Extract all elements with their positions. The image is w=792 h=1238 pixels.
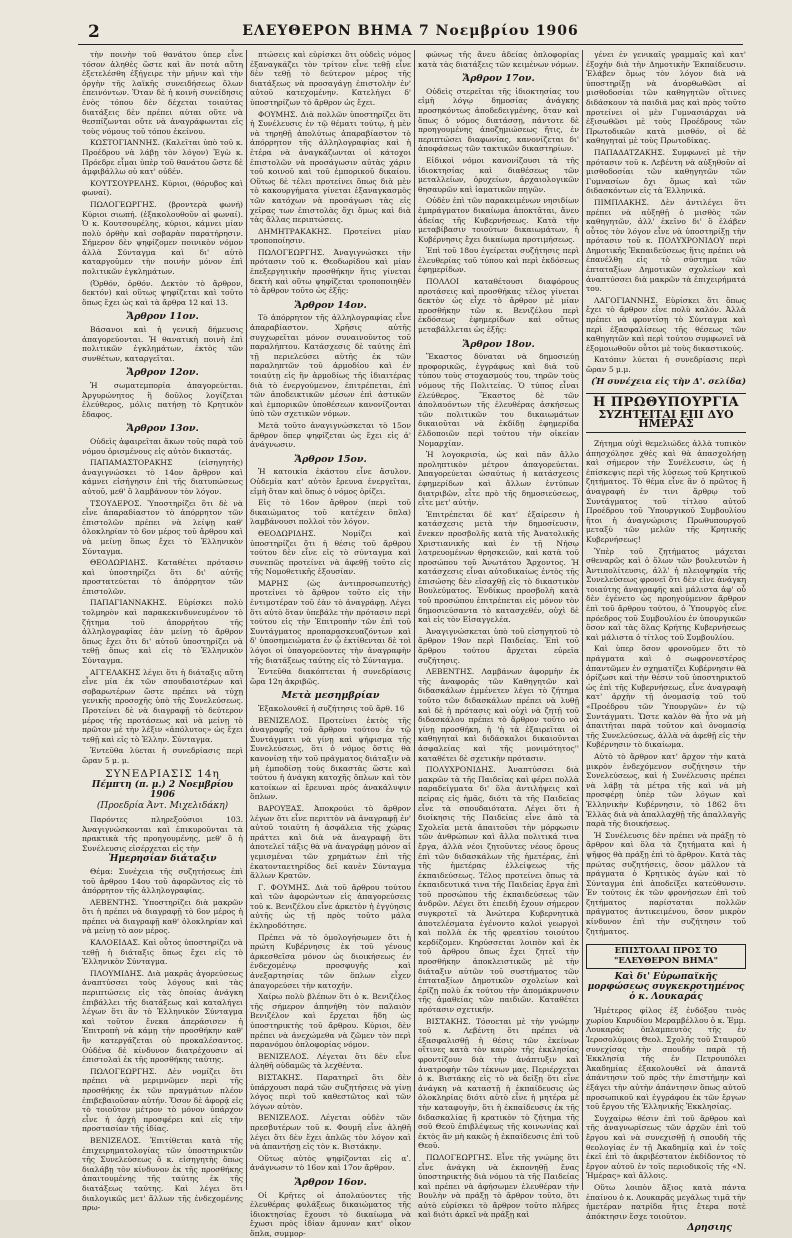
paragraph: Γ. ΦΟΥΜΗΣ. Διὰ τοῦ ἄρθρου τούτου καὶ τῶν ἀφορώντων εἰς ἀπαγορεύσεις τοῦ κ. Βενιζέλου εἶνε ἀρκετὸν ἡ ἐγγύησις αὐτῆς ὡς τῇ πρὸς τοῦτο μάλα ἐκληροδότησε.: [250, 883, 411, 931]
paragraph: Ἐντεῦθα διακόπτεται ἡ συνεδρίασις ὥρα 12η ἀκριβῶς.: [250, 667, 411, 686]
paragraph: ΔΗΜΗΤΡΑΚΑΚΗΣ. Προτείνει μίαν τροποποίησιν.: [250, 227, 411, 246]
paragraph: Οὐδὲν ἐπὶ τῶν παρακειμένων νησιδίων ἐμπράγματον δικαίωμα ἀποκτᾶται, ἄνευ ἀδείας τῆς Κυβερνήσεως. Κατὰ τὴν μεταβίβασιν τοιούτων δικαιωμάτων, ἡ Κυβέρνησις ἔχει δικαίωμα προτιμήσεως.: [418, 196, 579, 244]
paragraph: ΠΩΛΟΓΕΩΡΓΗΣ. (βροντερὰ φωνή) Κύριοι σιωπή. (ἐξακολουθοῦν αἱ φωναί). Ὁ κ. Κουτσουρέλης, κύριοι, κάμνει μίαν πολὺ ὀρθὴν καὶ σοβαρὰν παρατήρησιν. Σήμερον δὲν ψηφίζομεν ποινικὸν νόμον ἀλλὰ Σύνταγμα καὶ δι' αὐτὸ καταργοῦμεν τὴν ποινὴν μόνον ἐπὶ πολιτικῶν ἐγκλημάτων.: [82, 200, 243, 277]
paragraph: ΚΟΥΤΣΟΥΡΕΛΗΣ. Κύριοι, (θόρυβος καὶ φωναί).: [82, 179, 243, 198]
section-heading: Μετὰ μεσημβρίαν: [250, 691, 411, 701]
article-heading: Ἄρθρον 16ον.: [250, 1178, 411, 1188]
paragraph: ΦΟΥΜΗΣ. Διὰ πολλῶν ὑποστηρίζει ὅτι ἡ Συνέλευσις ἐν τῷ θέματι τούτῳ, ἡ μὲν νὰ τηρηθῇ ἀπολύτως ἀπαραβίαστον τὸ ἀπόρρητον τῆς ἀλληλογραφίας καὶ ἡ ἑτέρα νὰ ἀναγκάζωνται οἱ κάτοχοι ἐπιστολῶν νὰ προσάγωσιν αὐτὰς χάριν τοῦ κοινοῦ καὶ τοῦ ἐμπορικοῦ δικαίου. Οὕτως δὲ τέλει προτείνει ὅπως διὰ μὲν τὸ κακουργήματα γίνεται ἐξαναγκασμὸς τῶν κατόχων νὰ προσάγωσι τὰς εἰς χεῖρας των ἐπιστολὰς ὄχι ὅμως καὶ διὰ τὰς ἄλλας περιπτώσεις.: [250, 110, 411, 225]
paragraph: ΠΩΛΟΓΕΩΡΓΗΣ. Εἶνε τῆς γνώμης ὅτι εἶνε ἀνάγκη νὰ ἐκπονηθῇ ἕνας ὑποστηρικτὴς διὰ νόμου τὰ τῆς Παιδείας καὶ πρέπει νὰ ἀφήσωμεν ἐλευθέραν τὴν Βουλὴν νὰ πράξῃ τὸ ἄρθρον τοῦτο, ὅτι αὐτὸ εὑρίσκει τὸ ἄρθρον τοῦτο πλῆρες καὶ διότι ἀρκεῖ νὰ πράξῃ καὶ: [418, 1153, 579, 1220]
article-columns: [82, 50, 742, 1190]
paragraph: ΠΩΛΟΓΕΩΡΓΗΣ. Δὲν νομίζει ὅτι πρέπει νὰ μεριμνῶμεν περὶ τῆς προσθήκης ἐκ τῶν πραγμάτων πλέον ἐπιβεβαιοῦσαν αὐτήν. Ὅσον δὲ ἀφορᾷ εἰς τὸ τοιοῦτον μέτρον τὸ μόνον ὑπάρχον εἶνε ἡ ἀρχὴ προσφέρει καὶ εἰς τὴν προστασίαν τῆς ἰδίας.: [82, 1067, 243, 1134]
paragraph: Πρέπει νὰ τὸ ὁμολογήσωμεν ὅτι ἡ πρώτη Κυβέρνησις ἐκ τοῦ γένους ἀρκεσθεῖσα μόνον ὡς διοικήσεως ἐν ἐνδεχομένῳ προσφυγῆς καὶ ἀνεξαρτησίας τῶν ὅπλων εἶχεν ἀπαγορεύσει τὴν κατοχήν.: [250, 933, 411, 991]
article-heading: Ἄρθρον 15ον.: [250, 455, 411, 465]
paragraph: ΒΕΝΙΖΕΛΟΣ. Προτείνει ἐκτὸς τῆς ἀναγραφῆς τοῦ ἄρθρου τούτου ἐν τῷ Συντάγματι νὰ γίνῃ καὶ ψήφισμα τῆς Συνελεύσεως, ὅτι ὁ νόμος ὅστις θὰ κανονίσῃ τὴν τοῦ πράγματος διάταξιν νὰ μὴ ἐμποδίσῃ τοὺς δικαστὰς ὥστε καὶ τούτου ἡ ἀνάγκη κατοχῆς ὅπλων καὶ τὸν κατοίκων αἱ ἔρευναι πρὸς ἀνακάλυψιν ὅπλων.: [250, 716, 411, 802]
column-1: [82, 50, 243, 1190]
paragraph: Ἡ λογοκρισία, ὡς καὶ πᾶν ἄλλο προληπτικὸν μέτρον ἀπαγορεύεται. Ἀπαγορεύεται ὡσαύτως ἡ κατάσχεσις ἐφημερίδων καὶ ἄλλων ἐντύπων διατριβῶν, εἶτε πρὸ τῆς δημοσιεύσεως, εἶτε μετ' αὐτήν.: [418, 450, 579, 508]
paragraph: ΠΟΛΛΟΙ καταθέτουσι διαφόρους προτάσεις καὶ προσθήκας τέλος γίνεται δεκτὸν ὡς εἶχε τὸ ἄρθρον μὲ μίαν προσθήκην τῶν κ. Βενιζέλου περὶ ἐκδόσεως ἐφημερίδων καὶ οὕτως μεταβάλλεται ὡς ἑξῆς:: [418, 277, 579, 335]
paragraph: Κατόπιν λύεται ἡ συνεδρίασις περὶ ὥραν 5 μ.μ.: [586, 355, 746, 374]
paragraph: ΠΑΠΑΓΙΑΝΝΑΚΗΣ. Εὑρίσκει πολὺ τολμηρὸν καὶ παρακεκινδυνευμένον τὸ ζήτημα τοῦ ἀπορρήτου τῆς ἀλληλογραφίας ἐὰν μείνῃ τὸ ἄρθρον ὅπως ἔχει ὅτι δι' αὐτοῦ ὑποστηρίζει νὰ τεθῇ ὅπως καὶ εἰς τὸ Ἑλληνικὸν Σύνταγμα.: [82, 598, 243, 665]
paragraph: Ὑπὲρ τοῦ ζητήματος μάχεται σθεναρῶς καὶ ὁ ὅλων τῶν βουλευτῶν ἡ Ἀντιπολίτευσις, ἀλλ' ἡ πλειοψηφία τῆς Συνελεύσεως φρονεῖ ὅτι δὲν εἶνε ἀνάγκη τοιαύτης ἀναγραφῆς καὶ μάλιστα ἀφ' οὗ δὲν ἐγένετο ὡς προηγούμενον ἄρθρον ἐπὶ τοῦ ἄρθρου τούτου, ὁ Ὑπουργὸς εἶνε πρόεδρος τοῦ Συμβουλίου ἐν ὑπουργικῶν ὅσον καὶ τὰς ὅλας Κρήτης Κυβερνήσεως καὶ μάλιστα ὁ τίτλος τοῦ Συμβουλίου.: [586, 547, 746, 643]
paragraph: ΒΑΡΟΥΞΑΣ. Ἀποκρούει τὸ ἄρθρον λέγων ὅτι εἶνε περιττὸν νὰ ἀναγραφῇ ἐν' αὐτοῦ τοιαύτη ἡ ἀσφάλεια τῆς χώρας πράττει καὶ διὰ νὰ ἀναγραφῇ ὅτι ἀποτελεῖ τάξις θὰ νὰ ἀναγράφῃ μόνον αἱ γεμισμέναι τῶν χρημάτων ἐπὶ τῆς ἐκατονταετηρίδος δεῖ κανὲν Σύνταγμα ἄλλων Κρατῶν.: [250, 804, 411, 881]
agenda-heading: Ἡμερησίαν διάταξιν: [82, 855, 243, 865]
paragraph: Ἕκαστος δύναται νὰ δημοσιεύῃ προφορικῶς, ἐγγράφως καὶ διὰ τοῦ τύπου τοὺς στοχασμούς του, τηρῶν τοὺς νόμους τῆς Πολιτείας. Ὁ τύπος εἶναι ἐλεύθερος. Ἕκαστος δὲ τῶν ἀπολαυόντων τῆς ἐλευθέρας ἀσκήσεως τῶν πολιτικῶν του δικαιωμάτων δικαιοῦται νὰ ἐκδίδῃ ἐφημερίδα ἐλδοποιῶν περὶ τούτου τὴν οἰκείαν Νομαρχίαν.: [418, 352, 579, 448]
paragraph: ΘΕΟΔΩΡΙΔΗΣ. Καταθέτει πρότασιν καὶ ὑποστηρίζει ὅτι δι' αὐτῆς προστατεύεται τὸ ἀπόρρητον τῶν ἐπιστολῶν.: [82, 558, 243, 596]
paragraph: τὴν ποινὴν τοῦ θανάτου ὑπερ εἶνε τόσον ἀληθὲς ὥστε καὶ ἂν ποτὰ αὕτη ἐξετελέσθη ἐξήγειρε τὴν μῆνιν καὶ τὴν ὀργὴν τῆς λαϊκῆς συνειδήσεως ὅλων ἐπεινόντων. Ὅταν δὲ ἡ κοινὴ συνείδησις ἐνὸς τόπου δὲν δέχεται τοιαύτας διατάξεις δὲν πρέπει αὐται οὔτε νὰ θεσπίζωνται οὔτε νὰ ἀναγράφωνται εἰς τοὺς νόμους τοῦ τόπου ἐκείνου.: [82, 50, 243, 136]
paragraph: Παρόντες πληρεξούσιοι 103. Ἀναγιγνώσκονται καὶ ἐπικυροῦνται τὰ πρακτικὰ τῆς προηγουμένης, μεθ' ὃ ἡ Συνέλευσις εἰσέρχεται εἰς τὴν: [82, 815, 243, 853]
article-heading: Ἄρθρον 12ον.: [82, 368, 243, 378]
paragraph: Ἡμέτερος φίλος ἐξ ἐνδόξου τινὸς χωρίου Καρυδίου Μεραμβέλλου ὁ κ. Ἐμμ. Λουκαρᾶς ὁπλαμπευτὸς τῆς ἐν Ἱεροσολύμοις Θεολ. Σχολῆς τοῦ Σταυροῦ συνεχίσας τὴν σπουδὴν παρὰ τῇ Ἐκκλησίᾳ τῆς ἐν Πετρουπόλει Ἀκαδημίας ἐξακολουθεῖ νὰ ἀπαντᾶ ἀπάντησιν τοῦ πρὸς τὴν ἐπιστήμην καὶ ἐξάγει τὴν αὐτὴν ἀπάντησιν ὅπως αὐτοῦ προσωπικοῦ καὶ ἐγγράφου ἐκ τῶν ἔργων τοῦ ἔργου τῆς Ἐλληνικῆς Ἐκκλησίας.: [586, 1006, 746, 1112]
paragraph: Ἡ κατοικία ἑκάστου εἶνε ἄσυλον. Οὐδεμία κατ' αὐτὸν ἔρευνα ἐνεργεῖται, εἰμὴ ὅταν καὶ ὅπως ὁ νόμος ὁρίζει.: [250, 467, 411, 496]
paragraph: ΠΑΠΑΔΑΤΖΑΚΗΣ. Συμφωνεῖ μὲ τὴν πρότασιν τοῦ κ. Λεβέντη νὰ αὐξηθοῦν αἱ μισθοδοσίαι τῶν καθηγητῶν τῶν Γυμνασίων ὄχι ὅμως καὶ τῶν διδασκόντων εἰς τὰ Ἑλληνικά.: [586, 148, 746, 196]
paragraph: ΜΑΡΗΣ (ὡς ἀντιπροσωπευτὴς) προτείνει τὸ ἄρθρον τοῦτο εἰς τὴν ἐντιμοτέραν τοῦ ἐὰν τὸ ἀναγράφῃ. Λέγει ὅτι αὐτὸ ὅταν ὑπεβάλε τὴν πρότασιν περὶ τούτου εἰς τὴν Ἐπιτροπὴν τῶν ἐπὶ τοῦ Συντάγματος προπαρασκευαζόντων καὶ δ' ὑποσημειώματα ἐν ᾧ ἐκτίθενται δὲ τοὶ λόγοι οἱ ὑπαγορεύοντες τὴν ἀναγραφὴν τῆς διατάξεως ταύτης εἰς τὸ Σύνταγμα.: [250, 579, 411, 665]
article-heading: Ἄρθρον 11ον.: [82, 312, 243, 322]
paragraph: Ἡ σωματεμπορία ἀπαγορεύεται. Ἀργυρώνητος ἢ δοῦλος λογίζεται ἐλεύθερος, μόλις πατήσῃ τὸ Κρητικὸν ἔδαφος.: [82, 381, 243, 419]
article-heading: Ἄρθρον 14ον.: [250, 301, 411, 311]
page-number: 2: [88, 22, 100, 42]
session-heading: ΣΥΝΕΔΡΙΑΣΙΣ 14η: [82, 770, 243, 780]
paragraph: Οἱ Κρῆτες οἱ ἀπολαύοντες τῆς ἐλευθέρας φυλάξεως δικαιώματος τῆς ἰδιοκτησίας ἔχουσι τὸ δικαίωμα νὰ ἔχωσι πρὸς ἰδίαν ἄμυναν κατ' οἶκον ὅπλα, συμμορ-: [250, 1191, 411, 1238]
paragraph: Ἐντεῦθα λύεται ἡ συνεδρίασις περὶ ὥραν 5 μ. μ.: [82, 746, 243, 765]
paragraph: ΒΕΝΙΖΕΛΟΣ. Λέγεται οὐδὲν τῶν πρεσβυτέρων τοῦ κ. Φουμῆ εἶνε ἀληθῆ λέγει ὅτι δὲν ἔχει ἁπλῶς τὸν λόγον καὶ νὰ ἀπαντήσῃ εἰς τὸν κ. Βιστάκην.: [250, 1113, 411, 1151]
page-header: [78, 20, 743, 45]
paragraph: Οὐδεὶς στερεῖται τῆς ἰδιοκτησίας του εἰμὴ λόγῳ δημοσίας ἀνάγκης προσηκόντως ἀποδεδειγμένης, ὅταν καὶ ὅπως ὁ νόμος διατάσσῃ, πάντοτε δὲ προηγουμένης ἀποζημιώσεως ἥτις, ἐν περιπτώσει διαφωνίας, κανονίζεται δι' ἀποφάσεως τῶν τακτικῶν δικαστηρίων.: [418, 87, 579, 154]
headline-box: [586, 393, 746, 433]
signature: Δρησιης: [586, 1223, 732, 1233]
paragraph: ΘΕΟΔΩΡΙΔΗΣ. Νομίζει καὶ ὑποστηρίζει ὅτι ἡ θέσις τοῦ ἄρθρου τούτου δὲν εἶνε εἰς τὸ σύνταγμα καὶ συνεπῶς προτείνει νὰ ἀφεθῇ τοῦτο εἰς τῆς Νομοθετικῆς ἐξουσίαν.: [250, 529, 411, 577]
column-4: [586, 50, 746, 1190]
paragraph: ΚΑΛΟΕΙΔΑΣ. Καὶ οὗτος ὑποστηρίζει νὰ τεθῇ ἡ διάταξις ὅπως ἔχει εἰς τὸ Ἑλληνικὸν Σύνταγμα.: [82, 938, 243, 967]
paragraph: γένει ἐν γενικαῖς γραμμαῖς καὶ κατ' ἐξοχὴν διὰ τὴν Δημοτικὴν Ἐκπαίδευσιν. Ἐλάβεν ὅμως τὸν λόγον διὰ νὰ ὑποστηρίξῃ νὰ ἀνορθωθῶσι αἱ μισθοδοσίαι τῶν καθηγητῶν οἵτινες διδάσκουν τὰ παιδιά μας καὶ πρὸς τοῦτο προτείνει οἱ μὲν Γυμνασιάρχαι νὰ ἐξισωθῶσι μὲ τοὺς Προέδρους τῶν Πρωτοδικῶν κατὰ μισθόν, οἱ δὲ καθηγηταὶ μὲ τοὺς Πρωτοδίκας.: [586, 50, 746, 146]
paragraph: ΒΙΣΤΑΚΗΣ. Παρατηρεῖ ὅτι δὲν ὑπάρχουσι παρά τῶν συζητήσεις νὰ γίνῃ λόγος περὶ τοῦ καθεστῶτος καὶ τῶν λόγων αὐτὸν.: [250, 1073, 411, 1111]
session-chair: (Προεδρία Ἀντ. Μιχελιδάκη): [82, 802, 243, 812]
column-3: [418, 50, 579, 1190]
paragraph: Θέμα: Συνέχεια τῆς συζητήσεως ἐπὶ τοῦ ἄρθρου 14ου τοῦ ἀφορῶντος εἰς τὸ ἀπόρρητον τῆς ἀλληλογραφίας.: [82, 867, 243, 896]
article-heading: Ἄρθρον 17ον.: [418, 74, 579, 84]
article-heading: Ἄρθρον 18ον.: [418, 340, 579, 350]
paragraph: ΠΑΠΑΜΑΣΤΟΡΑΚΗΣ (εἰσηγητὴς) ἀναγιγνώσκει τὸ 14ον ἄρθρον καὶ κάμνει εἰσήγησιν ἐπὶ τῆς διατυπώσεως αὐτοῦ, μεθ' ὃ λαμβάνουν τὸν λόγον.: [82, 458, 243, 496]
article-heading: Ἄρθρον 13ον.: [82, 424, 243, 434]
paragraph: Οὕτως αὐτὸς ψηφίζονται εἰς αʹ. ἀνάγνωσιν τὸ 16ον καὶ 17ον ἄρθρον.: [250, 1154, 411, 1173]
paragraph: ΛΕΒΕΝΤΗΣ. Ὑποστηρίζει διὰ μακρῶν ὅτι ἡ πρέπει νὰ διαγραφῇ τὸ 6ον μέρος ἡ πρέπει νὰ διαγραφῇ καθ' ὁλοκληρίαν καὶ νὰ μείνῃ τὸ αον μέρος.: [82, 898, 243, 936]
paragraph: Βάσανοι καὶ ἡ γενικὴ δήμευσις ἀπαγορεύονται. Ἡ θανατικὴ ποινὴ ἐπὶ πολιτικῶν ἐγκλημάτων, ἐκτὸς τῶν συνθέτων, καταργεῖται.: [82, 325, 243, 363]
paragraph: ΛΕΒΕΝΤΗΣ. Λαμβάνων ἀφορμὴν ἐκ τῆς ἀναφορᾶς τῶν Καθηγητῶν καὶ διδασκάλων ἐμμένετεν λέγει τὸ ζήτημα τοῦτο τῶν διδασκάλων πρέπει νὰ λυθῇ καὶ δὲ ἡ πρότασις καὶ οὐχὶ νὰ ζητῇ τοῦ διδασκάλου πρέπει τὸ ἄρθρον τοῦτο νὰ γίνῃ προσθήκη, ἡ 'ἡ τὰ ἐξαιρεῖται οἱ καθηγηταὶ καὶ διδάσκαλοι δικαιοῦνται ἀσφαλείας καὶ τῆς μονιμότητος'' καταθέτει δὲ σχετικὴν πρότασιν.: [418, 667, 579, 763]
paragraph: Ἐξακολουθεῖ ἡ συζήτησις τοῦ ἄρθ. 16: [250, 704, 411, 714]
paragraph: Μετὰ τοῦτο ἀναγιγνώσκεται τὸ 15ον ἄρθρον ὅπερ ψηφίζεται ὡς ἔχει εἰς ἀ' ἀνάγνωσιν.: [250, 421, 411, 450]
paragraph: ΒΙΣΤΑΚΗΣ. Τόσοεται μὲ τὴν γνώμην τοῦ κ. Λεβέντη ὅτι πρέπει νὰ ἐξασφαλισθῇ ἡ θέσις τῶν ἐκείνων οἵτινες κατὰ τὸν καιρὸν τῆς ἐκκλησίας φροντίζουν διὰ τὴν ἀνάπτυξιν καὶ ἀνατροφὴν τῶν τέκνων μας. Περιέρχεται ὁ κ. Βιστάκης εἰς τὸ νὰ δείξῃ ὅτι εἶνε ἀνάγκη νὰ καταστῇ ἡ ἐκπαίδευσις ὡς ὁλοκληρίας διότι αὐτὸ εἶνε ἡ μητέρα μὲ τὴν καταφυγὴν, ὅτι ἡ ἐκπαίδευσις ἐκ τῆς διδασκαλίας ἢ κρατικὸν τὸ ζήτημα τῆς σοῦ Θεοῦ ἐπιβλέψεως τῆς κοινωνίας καὶ ἐκτὸς ἂν μὴ κακῶς ἡ ἐκπαίδευσις ἐπὶ τοῦ Θεοῦ.: [418, 1017, 579, 1151]
paragraph: Ζήτημα οὐχὶ θεμελιώδες ἀλλὰ τυπικὸν ἀπησχόλησε χθὲς καὶ θὰ ἀπασχολήσῃ καὶ σήμερον τὴν Συνέλευσιν, ὡς ἡ ἐπίσκεψις περὶ τῆς λύσεως τοῦ Κρητικοῦ ζητήματος. Τὸ θέμα εἶνε ἂν ὁ πρῶτος ἢ ἀναγραφὴ ἐν τινι ἄρθρῳ τοῦ Συντάγματος τοῦ τίτλου αὐτοῦ Προέδρου τοῦ Ὑπουργικοῦ Συμβουλίου ἤτοι ἡ ἀναγνώρισις Πρωθυπουργοῦ μεταξὺ τῶν μελῶν τῆς Κρητικῆς Κυβερνήσεως!: [586, 439, 746, 545]
paragraph: Συγχαίρω θέσιν ἐπὶ τοῦ ἄρθρου καὶ τῆς ἀναγνωρίσεως τῶν ἀρχῶν ἐπὶ τοῦ ἔργου καὶ νὰ συνεχισθῇ ἡ σπουδὴ τῆς θεολογίας ἐν τῇ Ἀκαδημίᾳ καὶ ἐν τοῖς ἐκεῖ ἐπὶ τὸ ἀκριβέστατον ἐκδίδοντος τὸ ἔργον αὐτοῦ ἐν τοῖς περιοδικοῖς τῆς «Ν. Ἡμέρας» καὶ ἄλλοις.: [586, 1114, 746, 1181]
paragraph: Οὐδεὶς ἀφαιρεῖται ἄκων τοῦς παρὰ τοῦ νόμου ὁρισμένους εἰς αὐτὸν δικαστάς.: [82, 437, 243, 456]
letters-heading: ΕΠΙΣΤΟΛΑΙ ΠΡΟΣ ΤΟ "ΕΛΕΥΘΕΡΟΝ ΒΗΜΑ": [586, 944, 746, 969]
paragraph: Οὕτω λοιπὸν ἄξιος κατὰ πάντα ἐπαίνου ὁ κ. Λουκαρᾶς μεγάλως τιμᾶ τὴν ἡμετέραν πατρίδα ἥτις ἔτερα ποτὲ ἀπόκτησιν ἔσχε τοιοῦτον.: [586, 1183, 746, 1221]
session-date: Πέμπτη (π. μ.) 2 Νοεμβρίου 1906: [82, 781, 243, 800]
masthead: ΕΛΕΥΘΕΡΟΝ ΒΗΜΑ 7 Νοεμβρίου 1906: [78, 23, 743, 39]
headline: Η ΠΡΩΘΥΠΟΥΡΓΙΑ: [586, 398, 746, 408]
continuation-note: (Ἡ συνέχεια εἰς τὴν Δ'. σελίδα): [586, 378, 746, 388]
paragraph: Ἐπιτρέπεται δὲ κατ' ἐξαίρεσιν ἡ κατάσχεσις μετὰ τὴν δημοσίευσιν, ἕνεκεν προσβολῆς κατὰ τῆς Ἀνατολικῆς Χριστιανικῆς καὶ ἐν τῇ Νήσῳ λατρευομένων θρησκειῶν, καὶ κατὰ τοῦ προσώπου τοῦ Ἀνωτάτου Ἄρχοντος. Ἡ κατάσχεσις εἶναι αὐτοδικαίως ἐντὸς τῆς ἐπισώσης δὲν εἰσαχθῇ εἰς τὸ δικαστικὸν Βουλεύματος. Ἐνδίκως προσβολὴ κατὰ τοῦ προσώπου ἐπιτρέπεται εἰς μόνον τὸν δημοσιεύσαντα τὸ κατασχεθέν, οὐχὶ δὲ καὶ εἰς τὸν Εἰσαγγελέα.: [418, 510, 579, 625]
paragraph: ΠΛΟΥΜΙΔΗΣ. Διὰ μακρᾶς ἀγορεύσεως ἀναπτύσσει τοὺς λόγους καὶ τὰς περιπτώσεις εἰς τὰς ὁποίας ἀνάγκη ἐπιβάλλει τῆς διατάξεως καὶ καταλήγει λέγων ὅτι ἂν τὸ Ἑλληνικὸν Σύνταγμα καὶ τοῦτον ἕνεκα ἀπεράσισεν ἡ Ἐπιτροπὴ νὰ κάμῃ τὴν προσθήκην καθ' ἣν κατεργάζεται οὐ προκαλέσαντος. Οὐδένα δὲ κίνδυνον διατρέχουσιν αἱ ἐπιστολαὶ ἐκ τῆς προσθήκης ταύτης.: [82, 969, 243, 1065]
paragraph: Εἰδικοὶ νόμοι κανονίζουσι τὰ τῆς ἰδιοκτησίας καὶ διαθέσεως τῶν μεταλλείων, ὀρυχείων, ἀρχαιολογικῶν θησαυρῶν καὶ ἰαματικῶν πηγῶν.: [418, 156, 579, 194]
subheadline: ΣΥΖΗΤΕΙΤΑΙ ΕΠΙ ΔΥΟ ΗΜΕΡΑΣ: [586, 410, 746, 429]
paragraph: ΠΙΜΠΛΑΚΗΣ. Δὲν ἀντιλέγει ὅτι πρέπει νὰ αὐξηθῇ ὁ μισθὸς τῶν καθηγητῶν, ἀλλ' ἐκεῖνο δι' ὃ ἐλάβεν οὗτος τὸν λόγον εἶνε νὰ ὑποστηρίξῃ τὴν πρότασιν τοῦ κ. ΠΟΛΥΧΡΟΝΙΔΟΥ περὶ Δημοτικῆς Ἐκπαιδεύσεως ἥτις πρέπει νὰ ἐπανέλθῃ εἰς τὸ σύστημα τῶν ἑπταταξίων Δημοτικῶν σχολείων καὶ ἀναπτύσσει διὰ μακρῶν τὰ ἐπιχειρήματά του.: [586, 198, 746, 294]
paragraph: Χαίρω πολὺ βλέπων ὅτι ὁ κ. Βενιζέλος τῆς σήμερον ἀπηνήθη τὸν παλαιὸν Βενιζέλον καὶ ἔρχεται ἤδη ὡς ὑποστηρικτὴς τοῦ ἄρθρου. Κύριοι, δὲν πρέπει νὰ ἀνεχώμεθα νὰ ζῶμεν τὸν περὶ παρανόμου ὁπλοφορίας νόμον.: [250, 992, 411, 1050]
paragraph: Εἰς τὸ 16ον ἄρθρον (περὶ τοῦ δικαιώματος τοῦ κατέχειν ὅπλα) λαμβάνουσι πολλοὶ τὸν λόγον.: [250, 498, 411, 527]
paragraph: Τὸ ἀπόρρητον τῆς ἀλληλογραφίας εἶνε ἀπαραβίαστον. Χρῆσις αὐτῆς συγχωρεῖται μόνον συναινοῦντος τοῦ παραλήπτου. Κατάσχεσις δὲ ταύτης ἐπὶ τῇ περιελεύσει αὐτῆς ἐκ τῶν παραληπτῶν τοῦ ἀρμοδίου καὶ ἐν τοιαύτῃ εἰς ἣν ἀρμοδίως τῆς ἰδιαιτέρας διὰ τὸ ἐνεργούμενον, ἐπιτρέπεται, ἐπὶ τῶν ἀποδεικτικῶν μέσων ἐπὶ ἀστικῶν καὶ ἐμπορικῶν ὑποθέσεων κανονίζονται ὑπὸ τῶν σχετικῶν νόμων.: [250, 313, 411, 419]
paragraph: Ἡ Συνέλευσις δὲν πρέπει νὰ πράξῃ τὸ ἄρθρον καὶ ὅλα τὰ ζητήματα καὶ ἡ ψῆφος θὰ πράξῃ ἐπὶ τὸ ἄρθρον. Κατὰ τὰς πρώτας συζητήσεις, ὅσον μᾶλλον τὰ πράγματα ὁ Κρητικὸς ἀγὼν καὶ τὸ Σύνταγμα ἐπὶ ἀποδείξει κατεύθυνσιν. Ἐν τούτοις ἐκ τῶν φρονήσεων ἐπὶ τοῦ ζητήματος παρίσταται πολλῶν πράγματος ἀντικειμένου, ὅσον μικρὸν κίνδυνον ἐπὶ τὴν συζήτησιν τοῦ ζητήματος.: [586, 831, 746, 937]
letter-title: Καὶ δι' Εὐρωπαϊκῆς μορφώσεως συγκεκροτημένος ὁ κ. Λουκαράς: [586, 973, 746, 1002]
paragraph: ΠΩΛΟΓΕΩΡΓΗΣ. Ἀναγιγνώσκει τὴν πρότασιν τοῦ κ. Θεοδωρίδου καὶ μίαν ἐπεξεργητικὴν προσθήκην ἥτις γίνεται δεκτὴ καὶ οὕτω ψηφίζεται τροποποιηθὲν τὸ ἄρθρον τοῦτο ὡς ἑξῆς:: [250, 248, 411, 296]
paragraph: ΒΕΝΙΖΕΛΟΣ. Λέγεται ὅτι δὲν εἶνε ἀληθῆ οὐδαμῶς τὰ λεχθέντα.: [250, 1052, 411, 1071]
paragraph: ΤΣΟΥΔΕΡΟΣ. Ὑποστηρίζει ὅτι δὲ νὰ εἶνε ἀπαραδίαστον τὸ ἀπόρρητον τῶν ἐπιστολῶν πρέπει νὰ λείψῃ καθ' ὁλοκληρίαν τὸ 6ον μέρος τοῦ ἄρθρου καὶ νὰ μείνῃ ὅπως ἔχει τὸ Ἑλληνικὸν Σύνταγμα.: [82, 499, 243, 557]
paragraph: Καὶ ὑπερ ὅσον φρονοῦμεν ὅτι τὸ πράγματα καὶ ὁ σωφρονεστέρος ἀπαντῶμεν ἐν σχηματίζει Κυβέρνησιν θὰ ὁρίζωσι καὶ τὴν θέσιν τοῦ ὑποστηρικτοῦ ὡς ἐπὶ τῆς Κυβερνήσεως, εἶνε ἀναγραφὴ κατ' ἀρχὴν τῇ ὀνομασίᾳ τοῦ τοῦ «Προέδρου τῶν Ὑπουργῶν» ἐν τῷ Συντάγματι. Ὥστε καλὸν θὰ ἦτο νὰ μὴ ἀπαιτῆται παρὰ τοῦτον καὶ ὀνομασίᾳ τῆς Συνελεύσεως, ἀλλὰ νὰ ἀφεθῇ εἰς τὴν Κυβέρνησιν τὸ δικαίωμα.: [586, 644, 746, 750]
paragraph: (Ὀρθόν, ὀρθόν. Δεκτὸν τὸ ἄρθρον, δεκτόν) καὶ οὕτως ψηφίζεται καὶ τοῦτο ὅπως ἔχει ὡς καὶ τὰ ἄρθρα 12 καὶ 13.: [82, 279, 243, 308]
paragraph: ΛΑΓΟΓΙΑΝΝΗΣ. Εὑρίσκει ὅτι ὅπως ἔχει τὸ ἄρθρον εἶνε πολὺ καλόν. Ἀλλὰ πρέπει νὰ φροντίσῃ τὸ Σύνταγμα καὶ περὶ ἐξασφαλίσεως τῆς θέσεως τῶν καθηγητῶν καὶ περὶ τούτου συμφωνεῖ νὰ ἐξομοιωθοῦν οὗτοι μὲ τοὺς δικαστικούς.: [586, 296, 746, 354]
paragraph: ΑΓΓΕΛΑΚΗΣ λέγει ὅτι ἡ διάταξις αὕτη εἶνε μία ἐκ τῶν σπουδαιοτέρων καὶ σοβαρωτέρων ὥστε πρέπει νὰ τύχῃ γενικῆς προσοχῆς ὑπὸ τῆς Συνελεύσεως. Προτείνει δὲ νὰ διαγραφῇ τὸ δεύτερον μέρος τῆς προτάσεως καὶ νὰ μείνῃ τὸ πρῶτον μὲ τὴν λέξιν «ἀπόλυτος» ὡς ἔχει τεθῇ καὶ εἰς τὸ Ἑλλην. Σύνταγμα.: [82, 668, 243, 745]
paragraph: ΚΩΣΤΟΓΙΑΝΝΗΣ. (Καλεῖται ὑπὸ τοῦ κ. Προέδρου νὰ λάβῃ τὸν λόγον) Ἐγὼ κ. Πρόεδρε εἶμαι ὑπὲρ τοῦ θανάτου ὥστε δὲ ἀμφιβάλλω οὐ κατ' οὐδέν.: [82, 138, 243, 176]
paragraph: ΒΕΝΙΖΕΛΟΣ. Ἐπιτίθεται κατὰ τῆς ἐπιχειρηματολογίας τῶν ὑποστηρικτῶν τῆς Συνελεύσεως ὅ κ. εἰσηγητὴς ὅπως διαλάβῃ τὸν κίνδυνον ἐκ τῆς προσθήκης ἀπαιτουμένης τῆς ταύτης ἐκ τῆς διατάξεως ταύτης. Καὶ λέγει ὅτι διαλογικῶς μετ' ἄλλων τῆς ἐνδεχομένης πρω-: [82, 1136, 243, 1213]
paragraph: πτώσεις καὶ εὑρίσκει ὅτι οὐδεὶς νόμος ἐξαναγκάζει τὸν τρίτον εἶνε τεθῇ εἶνε δὲν τεθῇ τὸ δεύτερον μέρος τῆς διατάξεως νὰ προσαγάγῃ ἐπιστολὴν ἐν' αὐτοῦ κατεχομένην. Κατελήγει δ' ὑποστηρίζων τὸ ἄρθρον ὡς ἔχει.: [250, 50, 411, 108]
paragraph: Ἐπὶ τοῦ 18ου ἐγείρεται συζήτησις περὶ ἐλευθερίας τοῦ τύπου καὶ περὶ ἐκδόσεως ἐφημερίδων.: [418, 246, 579, 275]
paragraph: Ἀναγιγνώσκεται ὑπὸ τοῦ εἰσηγητοῦ τὸ ἄρθρον 19ον περὶ Παιδείας. Ἐπὶ τοῦ ἄρθρου τούτου ἄρχεται εὐρεῖα συζήτησις.: [418, 627, 579, 665]
column-2: [250, 50, 411, 1190]
paragraph: ΠΟΛΥΧΡΟΝΙΔΗΣ. Ἀναπτύσσει διὰ μακρῶν τὰ τῆς Παιδείας καὶ φέρει πολλὰ παραδείγματα δι' ὅλα ἀντιλήψεις καὶ πείρας εἰς ἡμᾶς, διότι τὰ τῆς Παιδείας εἶνε τὰ σπουδαιότατα. Λέγει ὅτι ἡ διοίκησις τῆς Παιδείας εἶνε ἀπὸ τὰ Σχολεῖα μετὰ ἀπαιτοῦσι τὴν μόρφωσιν τῶν ἀνθρώπων καὶ ἄλλα πολιτικά τινα ἔργα, ἀλλὰ νέοι ζητοῦντες νέους ὅρους ἐπὶ τῶν διδασκάλων τῆς ἡμετέρας, ἐπὶ τῆς ἡμετέρας ἐλλείψεως τῆς ἐκπαιδεύσεως. Τέλος προτείνει ὅπως τὰ ἐκπαιδευτικά τινα τῆς Παιδείας ἔργα ἐπὶ τοῦ προσώπου τῆς ἐκπαιδεύσεως τῶν ἀνδρῶν. Λέγει ὅτι ἐπειδὴ ἔχουν σήμερον συγκροτεῖ τὰ Ἀνώτερα Κυβερνητικὰ ἀποτελέσματα ἐγένοντο καλοὶ γεωργοὶ καὶ πολλὰ ἐκ τῆς φρεατίου τοιούτου κερδίζομεν. Κηρύσσεται λοιπὸν καὶ ἐκ τοῦ ἄρθρου ὅπως ἔχει ζητεῖ τὴν προσθήκην ἀποκλειστικῶς μὲ τὴν διάταξιν αὐτῶν τοῦ συστήματος τῶν ἐπταταξίων Δημοτικῶν σχολείων καὶ ἐρίζῃ πολὺ ἐκ τούτου τὴν ἀπομάκρυνσιν τῆς ἀμαθείας τῶν παιδιῶν. Καταθέτει πρότασιν σχετικήν.: [418, 765, 579, 1014]
paragraph: Αὐτὸ τὸ ἄρθρον κατ' ἄρχον τὴν κατὰ μικρὸν ἐνδεχόμενον συζήτησιν τὴν Συνελεύσεως, καὶ ἡ Συνέλευσις πρέπει νὰ λάβῃ τὰ μέτρα τῆς καὶ νὰ μὴ προσφέρῃ ὑπὲρ τῶν λόγων καὶ Ἑλληνικὴν Κυβέρνησιν, τὸ 1862 ὅτι Ἑλλὰς διὰ νὰ ἀπαλλαχθῇ τῆς ἀπαλλαγῆς παρὰ τῆς διοικήσεως.: [586, 752, 746, 829]
paragraph: φώνως τῆς ἄνευ ἀδείας ὁπλοφορίας κατὰ τὰς διατάξεις τῶν κειμένων νόμων.: [418, 50, 579, 69]
